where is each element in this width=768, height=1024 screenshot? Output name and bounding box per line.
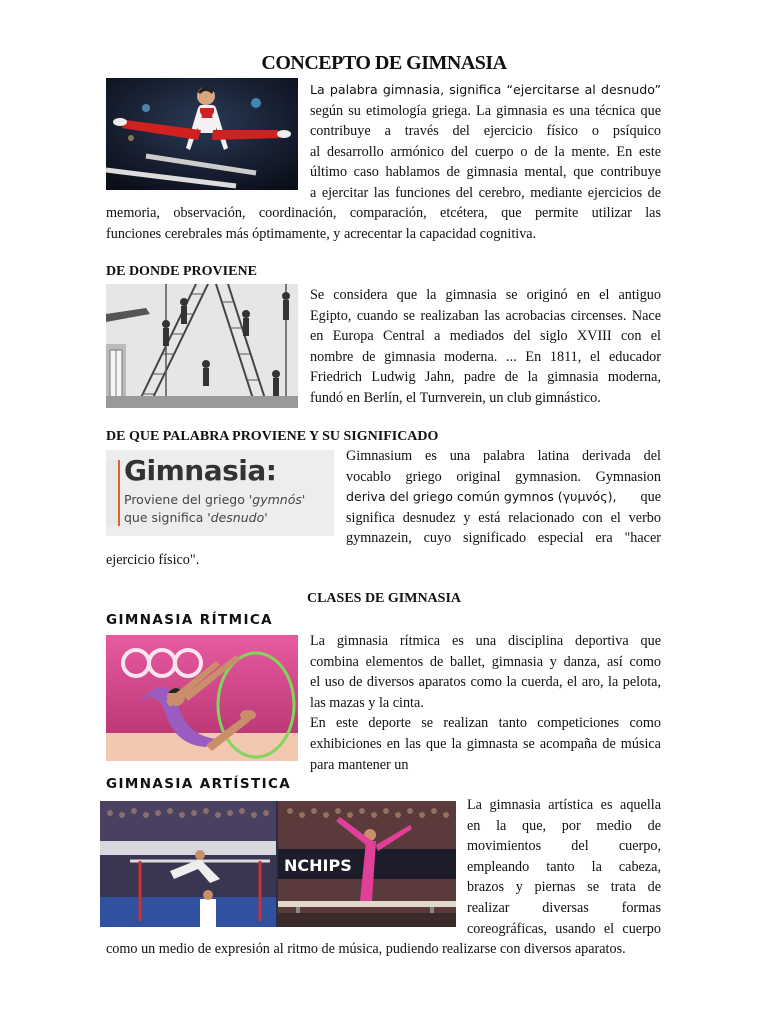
intro-line: último caso hablamos de gimnasia mental, que contribuye bbox=[310, 164, 661, 181]
intro-line: a ejercitar las funciones del cerebro, mediante ejercicios de bbox=[310, 184, 661, 201]
card-text: ' bbox=[264, 510, 268, 525]
ritmica-line: combina elementos de ballet, gimnasia y danza, así como bbox=[310, 653, 661, 670]
palabra-line: ejercicio físico". bbox=[106, 552, 200, 568]
card-text: ' bbox=[301, 492, 306, 507]
card-title: Gimnasia: bbox=[124, 454, 277, 487]
ritmica-line: las mazas y la cinta. bbox=[310, 694, 424, 711]
palabra-line: significa desnudez y está relacionado con el verbo bbox=[346, 509, 661, 526]
artistica-line: realizar diversas formas bbox=[467, 899, 661, 916]
ritmica-line: para mantener un bbox=[310, 756, 409, 773]
origen-line: nombre de gimnasia moderna. ... En 1811, el educador bbox=[310, 348, 661, 365]
arena-banner-text: NCHIPS bbox=[284, 856, 352, 875]
origen-line: fundó en Berlín, el Turnverein, un club gimnástico. bbox=[310, 389, 601, 406]
intro-line: La palabra gimnasia, significa “ejercitarse al desnudo” bbox=[310, 82, 661, 97]
artistica-line: en la que, por medio de bbox=[467, 817, 661, 834]
artistica-line: coreográficas, usando el cuerpo bbox=[467, 920, 661, 937]
ritmica-line: el uso de diversos aparatos como la cuerda, el aro, la pelota, bbox=[310, 674, 661, 691]
section-heading-origen: DE DONDE PROVIENE bbox=[106, 264, 257, 279]
intro-line: funciones cerebrales más óptimamente, y acrecentar la capacidad cognitiva. bbox=[106, 225, 537, 242]
ritmica-line: En este deporte se realizan tanto competiciones como bbox=[310, 715, 661, 732]
intro-line: memoria, observación, coordinación, comparación, etcétera, que permite utilizar las bbox=[106, 205, 661, 221]
parallel-bars-photo bbox=[106, 78, 298, 190]
palabra-line: gymnazein, cuyo significado especial era "hacer bbox=[346, 530, 661, 547]
palabra-line: vocablo griego original gymnasion. Gymnasion bbox=[346, 468, 661, 485]
section-heading-ritmica: GIMNASIA RÍTMICA bbox=[106, 612, 274, 628]
artistica-line: movimientos del cuerpo, bbox=[467, 838, 661, 855]
section-heading-palabra: DE QUE PALABRA PROVIENE Y SU SIGNIFICADO bbox=[106, 429, 439, 444]
palabra-line: deriva del griego común gymnos (γυμνός), bbox=[346, 489, 617, 505]
artistica-line: brazos y piernas se trata de bbox=[467, 879, 661, 896]
rhythmic-gymnast-photo bbox=[106, 635, 298, 761]
section-heading-artistica: GIMNASIA ARTÍSTICA bbox=[106, 776, 292, 792]
intro-line: según su etimología griega. La gimnasia es una técnica que bbox=[310, 102, 661, 119]
card-text: desnudo bbox=[210, 510, 265, 525]
gimnasia-definition-card bbox=[106, 450, 334, 536]
artistica-line: La gimnasia artística es aquella bbox=[467, 797, 661, 813]
origen-line: Egipto, cuando se realizaban las acrobacias circenses. Nace bbox=[310, 307, 661, 324]
artistica-line: empleando tanto la cabeza, bbox=[467, 858, 661, 875]
page-title: CONCEPTO DE GIMNASIA bbox=[261, 52, 507, 74]
origen-line: Friedrich Ludwig Jahn, padre de la gimnasia moderna, bbox=[310, 369, 661, 386]
card-text: Proviene del griego ' bbox=[124, 492, 253, 507]
artistica-line: como un medio de expresión al ritmo de música, pudiendo realizarse con diversos aparatos. bbox=[106, 941, 626, 957]
palabra-line: que bbox=[640, 489, 661, 506]
intro-line: contribuye a través del ejercicio físico o psíquico bbox=[310, 123, 661, 140]
artistic-gymnastics-collage bbox=[100, 801, 456, 927]
ritmica-line: La gimnasia rítmica es una disciplina deportiva que bbox=[310, 633, 661, 649]
ritmica-line: exhibiciones en las que la gimnasta se acompaña de música bbox=[310, 735, 661, 752]
card-text: que significa ' bbox=[124, 510, 211, 525]
card-text: gymnós bbox=[252, 492, 302, 507]
palabra-line: Gimnasium es una palabra latina derivada del bbox=[346, 448, 661, 464]
section-heading-clases: CLASES DE GIMNASIA bbox=[306, 591, 462, 606]
historic-gym-engraving bbox=[106, 284, 298, 408]
origen-line: en Europa Central a mediados del siglo XVIII con el bbox=[310, 328, 661, 345]
intro-line: al desarrollo armónico del cuerpo o de la mente. En este bbox=[310, 143, 661, 160]
origen-line: Se considera que la gimnasia se originó en el antiguo bbox=[310, 287, 661, 303]
